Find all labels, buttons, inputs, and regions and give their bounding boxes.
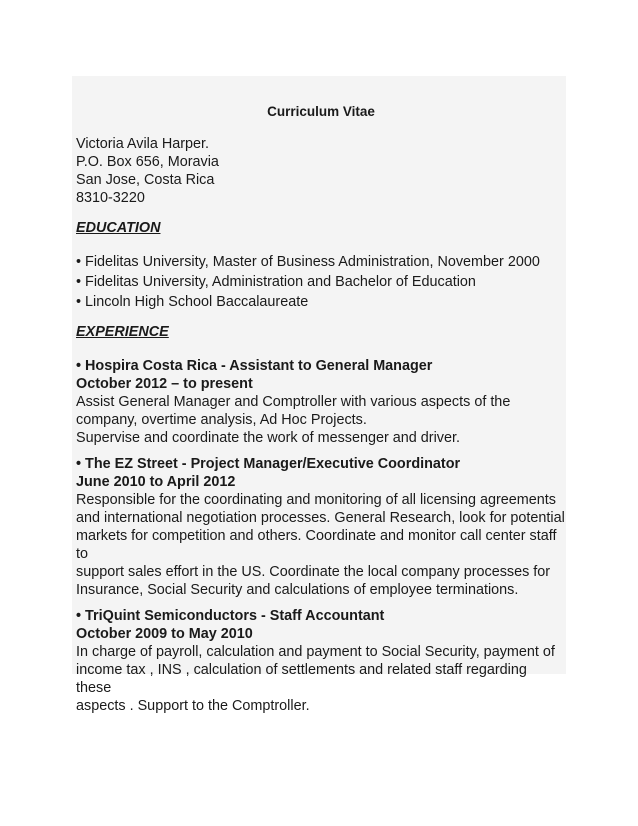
job-title: • TriQuint Semiconductors - Staff Accountant xyxy=(76,608,385,624)
job-entry xyxy=(76,455,566,599)
job-description-line: company, overtime analysis, Ad Hoc Projects. xyxy=(76,412,367,428)
job-description-line: Responsible for the coordinating and monitoring of all licensing agreements xyxy=(76,492,556,508)
job-description-line: income tax , INS , calculation of settlements and related staff regarding these xyxy=(76,662,527,696)
education-item: • Fidelitas University, Administration and Bachelor of Education xyxy=(76,274,476,290)
job-description-line: In charge of payroll, calculation and payment to Social Security, payment of xyxy=(76,644,555,660)
job-description-line: markets for competition and others. Coordinate and monitor call center staff to xyxy=(76,528,557,562)
contact-block xyxy=(76,135,566,207)
job-description-line: Supervise and coordinate the work of messenger and driver. xyxy=(76,430,460,446)
contact-phone: 8310-3220 xyxy=(76,190,145,206)
job-entry xyxy=(76,607,566,715)
cv-document xyxy=(72,76,566,714)
job-title: • Hospira Costa Rica - Assistant to General Manager xyxy=(76,358,433,374)
job-description-line: and international negotiation processes. General Research, look for potential xyxy=(76,510,565,526)
job-dates: June 2010 to April 2012 xyxy=(76,474,236,490)
job-description-line: Assist General Manager and Comptroller with various aspects of the xyxy=(76,394,511,410)
job-description-line: Insurance, Social Security and calculations of employee terminations. xyxy=(76,582,519,598)
contact-address: P.O. Box 656, Moravia xyxy=(76,154,219,170)
job-dates: October 2009 to May 2010 xyxy=(76,626,253,642)
education-item: • Lincoln High School Baccalaureate xyxy=(76,294,309,310)
experience-heading: EXPERIENCE xyxy=(76,324,169,340)
education-list xyxy=(76,253,566,311)
job-entry xyxy=(76,357,566,447)
job-title: • The EZ Street - Project Manager/Executive Coordinator xyxy=(76,456,461,472)
contact-name: Victoria Avila Harper. xyxy=(76,136,210,152)
education-item: • Fidelitas University, Master of Business Administration, November 2000 xyxy=(76,254,540,270)
education-heading: EDUCATION xyxy=(76,220,161,236)
job-dates: October 2012 – to present xyxy=(76,376,253,392)
job-description-line: aspects . Support to the Comptroller. xyxy=(76,698,310,714)
contact-city: San Jose, Costa Rica xyxy=(76,172,215,188)
job-description-line: support sales effort in the US. Coordinate the local company processes for xyxy=(76,564,551,580)
document-title: Curriculum Vitae xyxy=(267,104,375,119)
